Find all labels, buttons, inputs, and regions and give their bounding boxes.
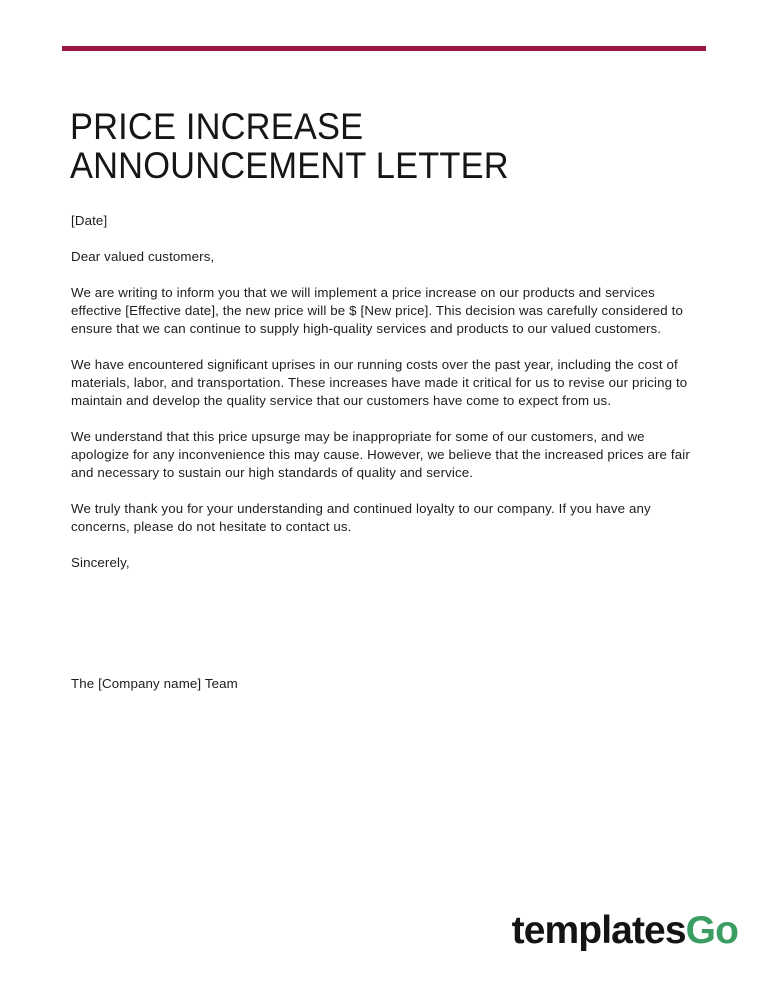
page-title: PRICE INCREASE ANNOUNCEMENT LETTER — [70, 105, 509, 186]
body-paragraph-2: We have encountered significant uprises in our running costs over the past year, including the cost of materials, labor, and transportation. These increases have made it critical for us to revise our pricing to maintain and develop the quality service that our customers have come to expect from us. — [71, 357, 688, 408]
signoff: Sincerely, — [71, 555, 130, 570]
templatesgo-logo — [512, 910, 738, 952]
logo-accent-text: Go — [685, 909, 738, 952]
header-accent-rule — [62, 46, 706, 51]
body-paragraph-3: We understand that this price upsurge may be inappropriate for some of our customers, and we apologize for any inconvenience this may cause. However, we believe that the increased prices are fair and necessary to sustain our high standards of quality and service. — [71, 429, 690, 480]
salutation: Dear valued customers, — [71, 249, 215, 264]
body-paragraph-1: We are writing to inform you that we will implement a price increase on our products and services effective [Effective date], the new price will be $ [New price]. This decision was carefully considered to ensure that we can continue to supply high-quality services and products to our valued customers. — [71, 285, 684, 336]
letter-body — [71, 212, 693, 572]
date-placeholder: [Date] — [71, 213, 108, 228]
signature-line: The [Company name] Team — [71, 676, 238, 691]
body-paragraph-4: We truly thank you for your understanding and continued loyalty to our company. If you have any concerns, please do not hesitate to contact us. — [71, 501, 651, 534]
logo-primary-text: templates — [511, 909, 686, 952]
